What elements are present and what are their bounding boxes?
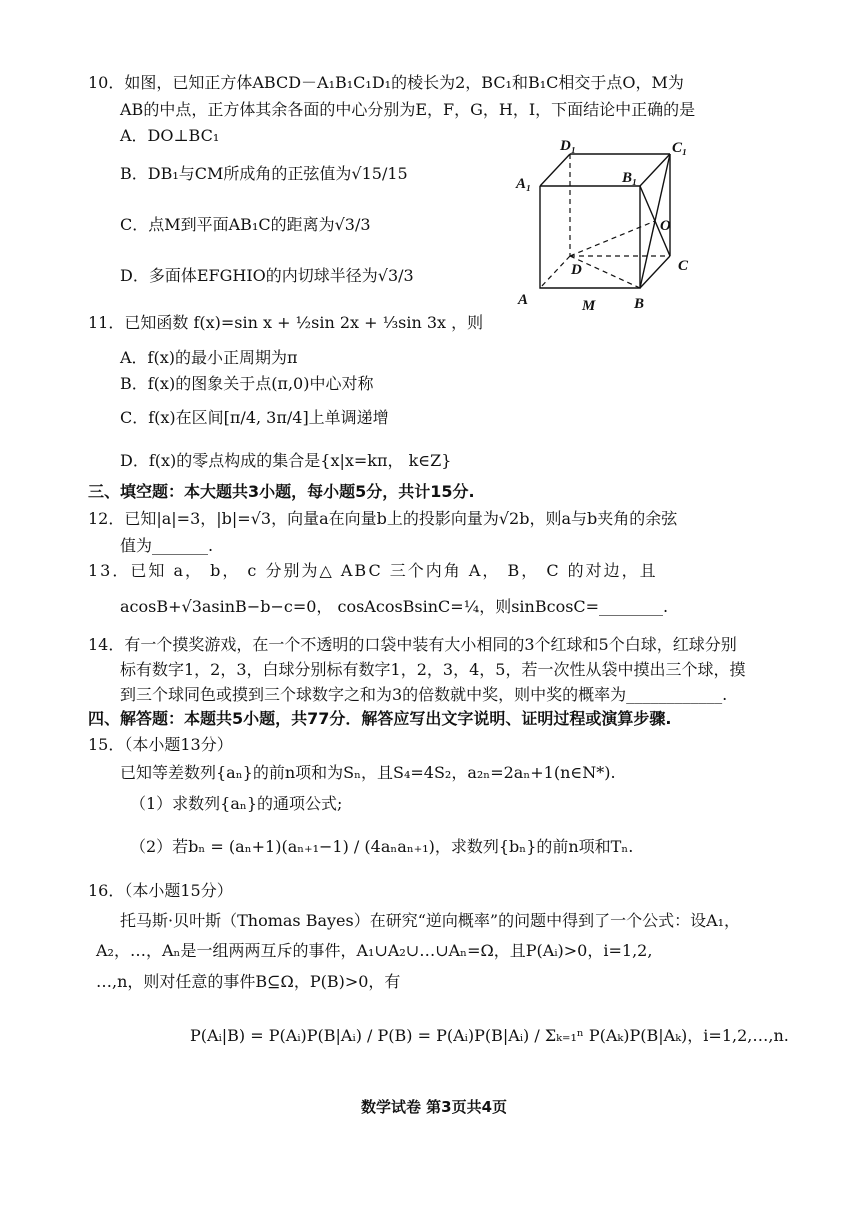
label-m: M (582, 298, 596, 314)
q11-option-d: D．f(x)的零点构成的集合是{x|x=kπ， k∈Z} (120, 451, 452, 470)
q10-option-a: A．DO⊥BC₁ (120, 126, 220, 145)
label-d: D (571, 262, 582, 278)
q16-line3: …,n，则对任意的事件B⊆Ω，P(B)>0，有 (96, 972, 401, 991)
label-b1: B₁ (622, 170, 638, 186)
q16-line1: 托马斯·贝叶斯（Thomas Bayes）在研究“逆向概率”的问题中得到了一个公式：设A₁， (120, 911, 741, 930)
q15-part2: （2）若bₙ = (aₙ+1)(aₙ₊₁−1) / (4aₙaₙ₊₁)，求数列{bₙ}的前n项和Tₙ. (130, 837, 634, 856)
bayes-formula: P(Aᵢ|B) = P(Aᵢ)P(B|Aᵢ) / P(B) = P(Aᵢ)P(B|Aᵢ) / Σₖ₌₁ⁿ P(Aₖ)P(B|Aₖ)，i=1,2,…,n. (190, 1026, 789, 1045)
label-c: C (678, 258, 689, 274)
q16-heading: 16．（本小题15分） (88, 881, 233, 900)
q10-option-c: C．点M到平面AB₁C的距离为√3/3 (120, 215, 371, 234)
label-c1: C₁ (672, 140, 688, 156)
q15-line1: 已知等差数列{aₙ}的前n项和为Sₙ，且S₄=4S₂，a₂ₙ=2aₙ+1(n∈N*). (120, 763, 616, 782)
q11-option-a: A．f(x)的最小正周期为π (120, 348, 298, 367)
q10-option-d: D．多面体EFGHIO的内切球半径为√3/3 (120, 266, 414, 285)
q14-line2: 标有数字1，2，3，白球分别标有数字1，2，3，4，5，若一次性从袋中摸出三个球，摸 (120, 660, 746, 679)
label-d1: D₁ (560, 138, 577, 154)
label-o: O (660, 218, 671, 234)
q16-line2: A₂，…，Aₙ是一组两两互斥的事件，A₁∪A₂∪…∪Aₙ=Ω，且P(Aᵢ)>0，i=1,2, (96, 941, 653, 960)
q14-line1: 14．有一个摸奖游戏，在一个不透明的口袋中装有大小相同的3个红球和5个白球，红球分别 (88, 635, 737, 654)
q11-option-b: B．f(x)的图象关于点(π,0)中心对称 (120, 374, 374, 393)
q13-line1: 13．已知 a， b， c 分别为△ ABC 三个内角 A， B， C 的对边，且 (88, 561, 658, 580)
q12-line1: 12．已知|a|=3，|b|=√3，向量a在向量b上的投影向量为√2b，则a与b夹角的余弦 (88, 509, 678, 528)
label-a: A (518, 292, 529, 308)
section-3-heading: 三、填空题：本大题共3小题，每小题5分，共计15分. (88, 482, 475, 501)
q10-option-b: B．DB₁与CM所成角的正弦值为√15/15 (120, 164, 408, 183)
q11-stem: 11．已知函数 f(x)=sin x + ½sin 2x + ⅓sin 3x ，则 (88, 313, 484, 332)
section-4-heading: 四、解答题：本题共5小题，共77分．解答应写出文字说明、证明过程或演算步骤. (88, 709, 672, 728)
page-footer: 数学试卷 第3页共4页 (360, 1098, 508, 1116)
cube-figure (512, 132, 702, 317)
q14-line3: 到三个球同色或摸到三个球数字之和为3的倍数就中奖，则中奖的概率为____________. (120, 685, 728, 704)
label-b: B (634, 296, 645, 312)
q12-line2: 值为_______. (120, 536, 214, 555)
q13-line2: acosB+√3asinB−b−c=0， cosAcosBsinC=¼，则sinBcosC=________. (120, 597, 669, 616)
q10-stem-line1: 10．如图，已知正方体ABCD－A₁B₁C₁D₁的棱长为2，BC₁和B₁C相交于点O，M为 (88, 73, 684, 92)
q15-heading: 15．（本小题13分） (88, 735, 233, 754)
q15-part1: （1）求数列{aₙ}的通项公式; (130, 794, 343, 813)
q10-stem-line2: AB的中点，正方体其余各面的中心分别为E，F，G，H，I，下面结论中正确的是 (120, 100, 696, 119)
q11-option-c: C．f(x)在区间[π/4, 3π/4]上单调递增 (120, 408, 389, 427)
label-a1: A₁ (516, 176, 532, 192)
